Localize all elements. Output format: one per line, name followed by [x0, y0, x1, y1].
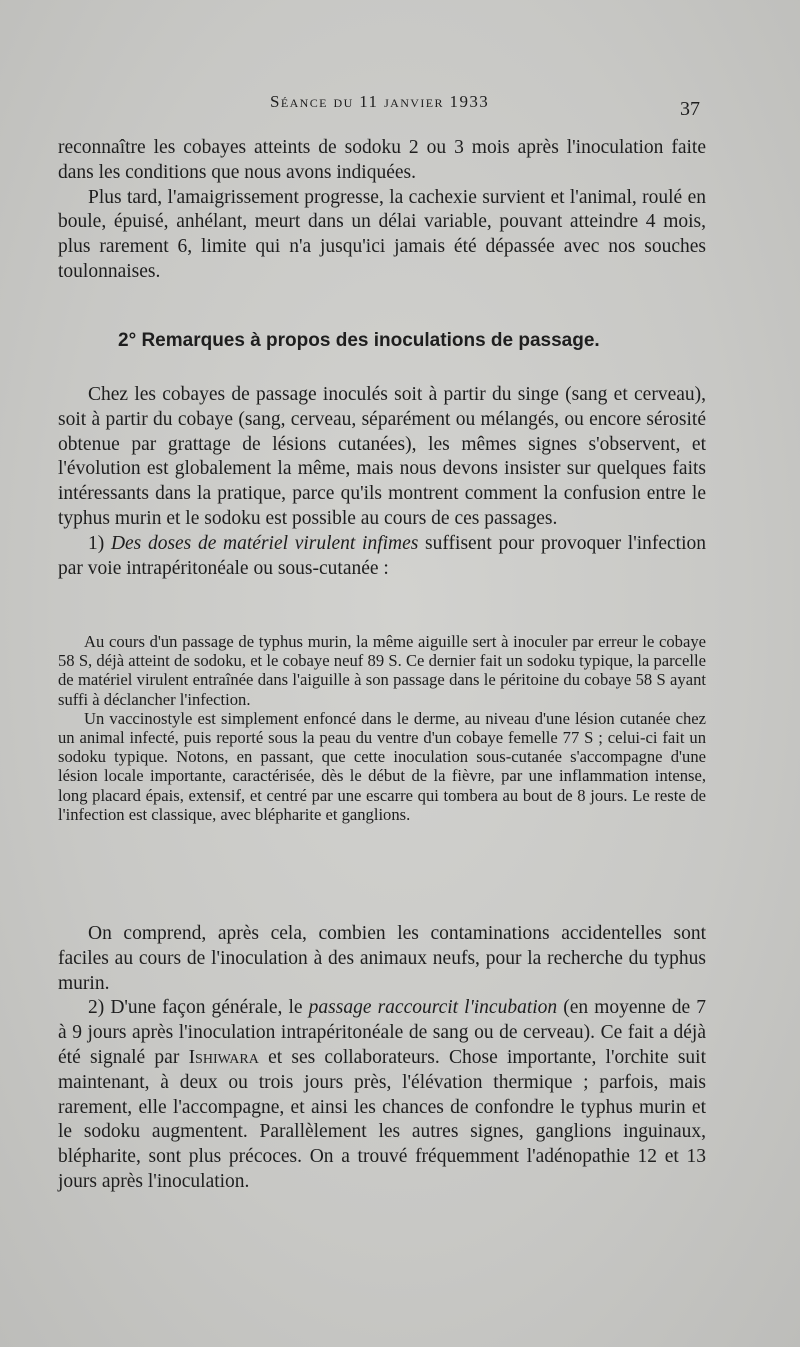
paragraph-text: (en moyenne de 7 à 9 jours après l'inoculation intrapéritonéale de sang ou de cerveau). Ce fait a déjà été signalé par [58, 997, 706, 1068]
text-block-1 [58, 136, 706, 285]
item-number: 2) [88, 997, 105, 1019]
emphasis: passage raccourcit l'incubation [308, 997, 558, 1019]
paragraph: Plus tard, l'amaigrissement progresse, la cachexie survient et l'animal, roulé en boule, épuisé, anhélant, meurt dans un délai variable, pouvant atteindre 4 mois, plus rarement 6, limite qui n'a jusqu'ici jamais été dépassée avec nos souches toulonnaises. [58, 186, 706, 282]
paragraph-numbered [58, 532, 706, 582]
page-header [0, 92, 800, 122]
section-heading: 2° Remarques à propos des inoculations de passage. [118, 330, 600, 351]
paragraph: On comprend, après cela, combien les contaminations accidentelles sont faciles au cours de l'inoculation à des animaux neufs, pour la recherche du typhus murin. [58, 923, 706, 994]
paragraph-text: et ses collaborateurs. Chose importante, l'orchite suit maintenant, à deux ou trois jours près, l'élévation thermique ; parfois, mais rarement, elle l'accompagne, et ainsi les chances de confondre le typhus murin et le sodoku augmentent. Parallèlement les autres signes, ganglions inguinaux, blépharite, sont plus précoces. On a trouvé fréquemment l'adénopathie 12 et 13 jours après l'inoculation. [58, 1046, 707, 1192]
paragraph: reconnaître les cobayes atteints de sodoku 2 ou 3 mois après l'inoculation faite dans les conditions que nous avons indiquées. [58, 137, 706, 183]
text-block-3 [58, 922, 706, 1195]
item-number: 1) [88, 532, 105, 554]
small-print-block [58, 632, 706, 824]
paragraph-text: suffisent pour provoquer l'infection par voie intrapéritonéale ou sous-cutanée : [58, 532, 707, 579]
page-number: 37 [680, 98, 700, 120]
emphasis: Des doses de matériel virulent infimes [110, 532, 419, 554]
case-paragraph: Au cours d'un passage de typhus murin, la même aiguille sert à inoculer par erreur le cobaye 58 S, déjà atteint de sodoku, et le cobaye neuf 89 S. Ce dernier fait un sodoku typique, la parcelle de matériel virulent entraînée dans l'aiguille à son passage dans le péritoine du cobaye 58 S ayant suffi à déclancher l'infection. [58, 632, 706, 709]
paragraph-text: D'une façon générale, le [110, 997, 303, 1019]
running-title: Séance du 11 janvier 1933 [270, 92, 490, 111]
paragraph-numbered [58, 996, 706, 1194]
paragraph: Chez les cobayes de passage inoculés soit à partir du singe (sang et cerveau), soit à partir du cobaye (sang, cerveau, séparément ou mélangés, ou encore sérosité obtenue par grattage de lésions cutanées), les mêmes signes s'observent, et l'évolution est globalement la même, mais nous devons insister sur quelques faits intéressants dans la pratique, parce qu'ils montrent comment la confusion entre le typhus murin et le sodoku est possible au cours de ces passages. [58, 384, 706, 529]
case-paragraph: Un vaccinostyle est simplement enfoncé dans le derme, au niveau d'une lésion cutanée chez un animal infecté, puis reporté sous la peau du ventre d'un cobaye femelle 77 S ; celui-ci fait un sodoku typique. Notons, en passant, que cette inoculation sous-cutanée s'accompagne d'une lésion locale importante, caractérisée, dès le début de la fièvre, par une inflammation intense, long placard épais, extensif, et centré par une escarre qui tombera au bout de 8 jours. Le reste de l'infection est classique, avec blépharite et ganglions. [58, 708, 706, 824]
author-name: Ishiwara [188, 1046, 259, 1068]
text-block-2 [58, 383, 706, 581]
